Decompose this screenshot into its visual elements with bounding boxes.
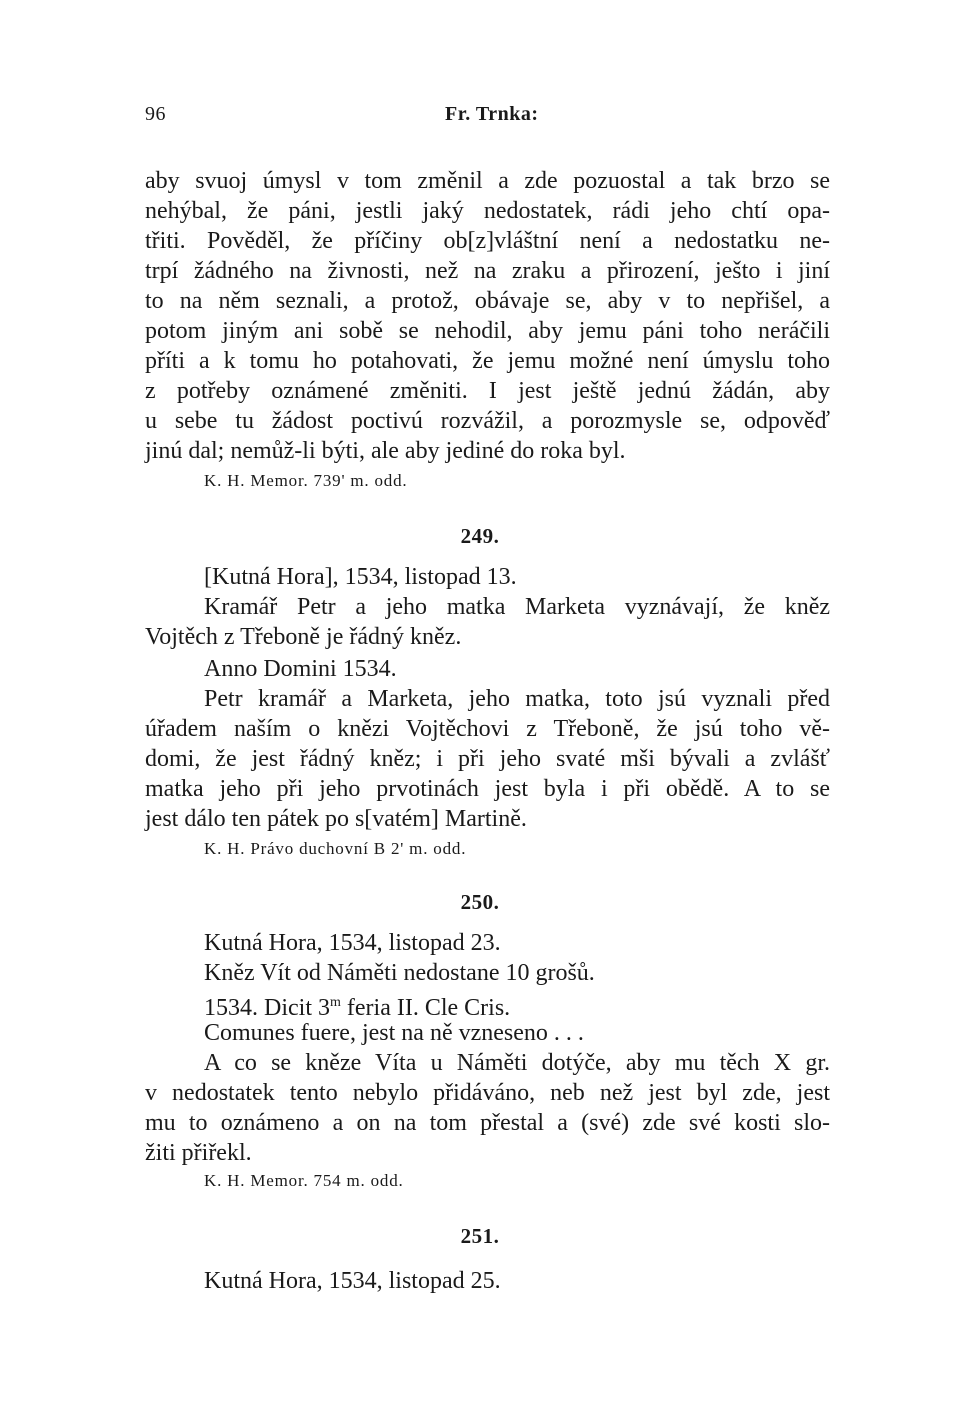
place-date: Kutná Hora, 1534, listopad 23. xyxy=(204,930,501,956)
document-number: 250. xyxy=(460,890,500,914)
paragraph-line: matka jeho při jeho prvotinách jest byla i při obědě. A to se xyxy=(145,776,830,802)
paragraph-line: trpí žádného na živnosti, než na zraku a přirození, ješto i jiní xyxy=(145,258,830,284)
place-date: Kutná Hora, 1534, listopad 25. xyxy=(204,1268,501,1294)
paragraph-line: domi, že jest řádný kněz; i při jeho svaté mši bývali a zvlášť xyxy=(145,746,830,772)
summary-line: Vojtěch z Třeboně je řádný kněz. xyxy=(145,624,462,650)
paragraph-line: potom jiným ani sobě se nehodil, aby jemu páni toho neráčili xyxy=(145,318,830,344)
comunes-line: Comunes fuere, jest na ně vzneseno . . . xyxy=(204,1020,584,1046)
date-line-end: feria II. Cle Cris. xyxy=(340,995,511,1021)
paragraph-line: Petr kramář a Marketa, jeho matka, toto jsú vyznali před xyxy=(204,686,830,712)
summary-line: Kramář Petr a jeho matka Marketa vyznávají, že kněz xyxy=(204,594,830,620)
paragraph-line: nehýbal, že páni, jestli jaký nedostatek, rádi jeho chtí opa- xyxy=(145,198,830,224)
document-number: 249. xyxy=(460,524,500,548)
paragraph-line: aby svuoj úmysl v tom změnil a zde pozuostal a tak brzo se xyxy=(145,168,830,194)
paragraph-line: mu to oznámeno a on na tom přestal a (své) zde své kosti slo- xyxy=(145,1110,830,1136)
paragraph-line: jest dálo ten pátek po s[vatém] Martině. xyxy=(145,806,527,832)
paragraph-line: třiti. Pověděl, že příčiny ob[z]vláštní není a nedostatku ne- xyxy=(145,228,830,254)
paragraph-line: žiti přiřekl. xyxy=(145,1140,252,1166)
running-head xyxy=(145,103,830,133)
source-citation: K. H. Memor. 754 m. odd. xyxy=(204,1171,404,1190)
paragraph-line: jinú dal; nemůž-li býti, ale aby jediné do roka byl. xyxy=(145,438,626,464)
summary-line: Kněz Vít od Náměti nedostane 10 grošů. xyxy=(204,960,595,986)
date-line-superscript: m xyxy=(330,995,341,1010)
anno-line: Anno Domini 1534. xyxy=(204,656,397,682)
running-head-author: Fr. Trnka: xyxy=(445,103,539,125)
paragraph-line: u sebe tu žádost poctivú rozvážil, a porozmysle se, odpověď xyxy=(145,408,830,434)
source-citation: K. H. Memor. 739' m. odd. xyxy=(204,471,408,490)
document-number: 251. xyxy=(460,1224,500,1248)
page-number: 96 xyxy=(145,103,166,125)
paragraph-line: úřadem naším o knězi Vojtěchovi z Třeboně, že jsú toho vě- xyxy=(145,716,830,742)
paragraph-line: v nedostatek tento nebylo přidáváno, neb než jest byl zde, jest xyxy=(145,1080,830,1106)
paragraph-line: A co se kněze Víta u Náměti dotýče, aby mu těch X gr. xyxy=(204,1050,830,1076)
place-date: [Kutná Hora], 1534, listopad 13. xyxy=(204,564,517,590)
paragraph-line: příti a k tomu ho potahovati, že jemu možné není úmyslu toho xyxy=(145,348,830,374)
paragraph-line: to na něm seznali, a protož, obávaje se, aby v to nepřišel, a xyxy=(145,288,830,314)
paragraph-line: z potřeby oznámené změniti. I jest ještě jednú žádán, aby xyxy=(145,378,830,404)
source-citation: K. H. Právo duchovní B 2' m. odd. xyxy=(204,839,467,858)
date-line-start: 1534. Dicit 3 xyxy=(204,995,330,1021)
